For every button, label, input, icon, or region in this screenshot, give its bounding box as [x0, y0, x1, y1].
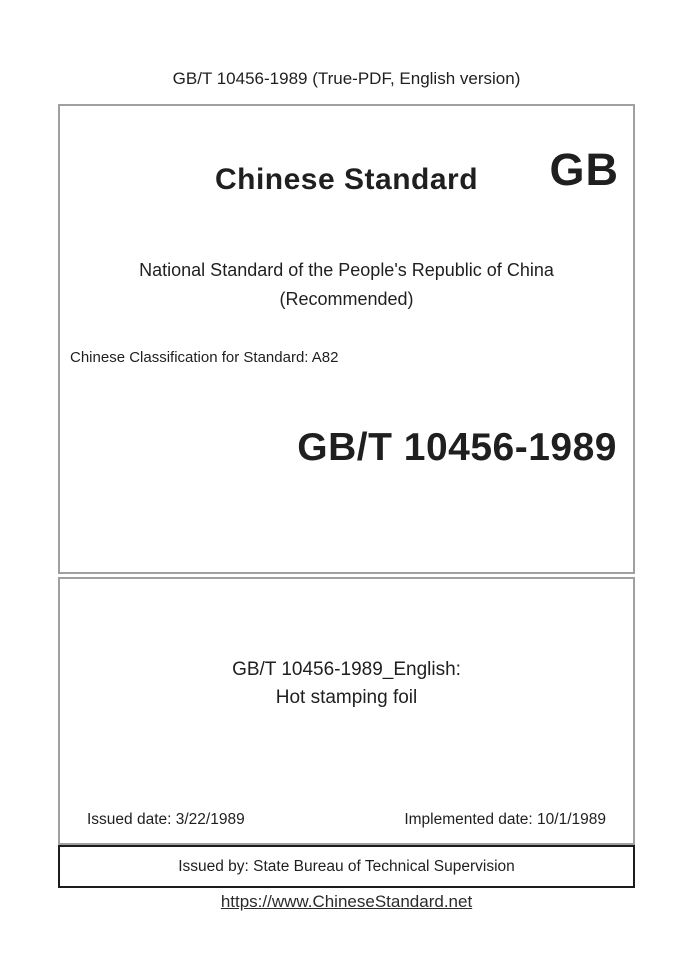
dates-row — [60, 810, 633, 830]
brand-title: Chinese Standard — [214, 163, 479, 196]
recommended-line: (Recommended) — [279, 289, 414, 309]
implemented-date: Implemented date: 10/1/1989 — [404, 811, 606, 828]
english-title-line2: Hot stamping foil — [275, 687, 418, 708]
gb-logo: GB — [549, 144, 619, 195]
site-url-link[interactable]: https://www.ChineseStandard.net — [220, 892, 473, 911]
footer — [0, 891, 693, 913]
issued-date: Issued date: 3/22/1989 — [87, 811, 245, 828]
standard-number: GB/T 10456-1989 — [297, 426, 617, 469]
cover-box — [58, 104, 635, 574]
english-title — [60, 656, 633, 712]
national-standard-line: National Standard of the People's Republic of China — [139, 260, 554, 280]
cover-title-row — [60, 144, 633, 218]
page-header-title: GB/T 10456-1989 (True-PDF, English version) — [172, 69, 521, 88]
classification-line: Chinese Classification for Standard: A82 — [70, 349, 339, 366]
issuer-box — [58, 845, 635, 888]
issued-by-line: Issued by: State Bureau of Technical Supervision — [178, 857, 515, 875]
english-title-line1: GB/T 10456-1989_English: — [232, 659, 461, 680]
detail-box — [58, 577, 635, 845]
